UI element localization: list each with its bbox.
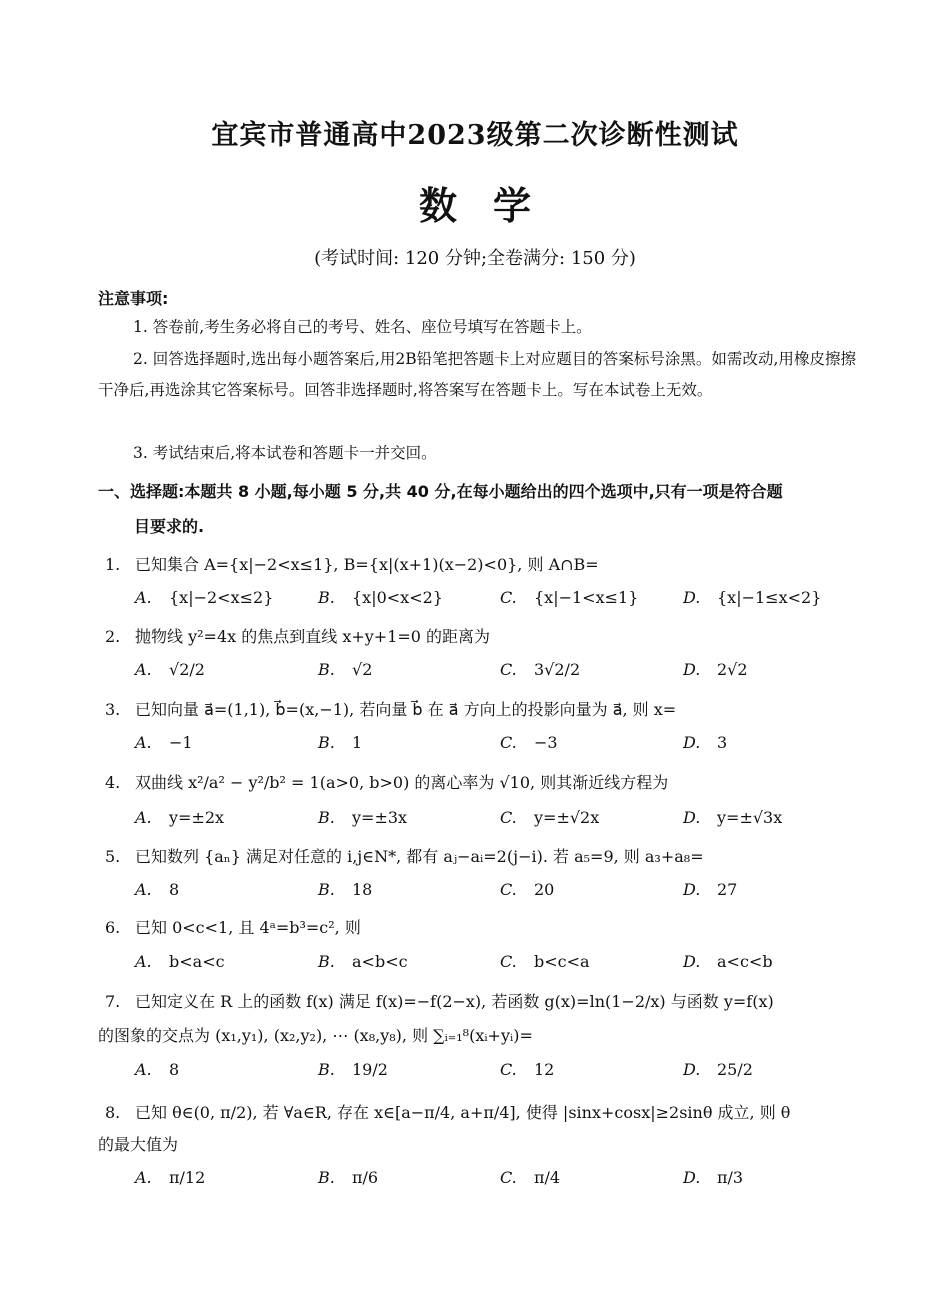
option-3-a[interactable]: A. −1 <box>135 733 193 752</box>
question-number: 6. <box>105 918 121 937</box>
option-7-c[interactable]: C. 12 <box>500 1060 555 1079</box>
question-number: 7. <box>105 992 121 1011</box>
question-stem: 已知 0<c<1, 且 4ᵃ=b³=c², 则 <box>135 918 361 937</box>
question-7 <box>105 989 865 1012</box>
question-stem: 已知数列 {aₙ} 满足对任意的 i,j∈N*, 都有 aⱼ−aᵢ=2(j−i). 若 a₅=9, 则 a₃+a₈= <box>135 847 704 866</box>
option-5-b[interactable]: B. 18 <box>318 880 373 899</box>
question-number: 4. <box>105 773 121 792</box>
option-4-d[interactable]: D. y=±√3x <box>683 808 783 827</box>
question-8 <box>105 1100 865 1123</box>
option-8-d[interactable]: D. π/3 <box>683 1168 744 1187</box>
option-3-d[interactable]: D. 3 <box>683 733 728 752</box>
option-7-a[interactable]: A. 8 <box>135 1060 180 1079</box>
option-5-c[interactable]: C. 20 <box>500 880 555 899</box>
subject-title: 数学 <box>418 183 567 228</box>
notice-heading: 注意事项: <box>98 289 169 308</box>
option-6-b[interactable]: B. a<b<c <box>318 952 408 971</box>
option-2-b[interactable]: B. √2 <box>318 660 373 679</box>
question-number: 8. <box>105 1103 121 1122</box>
option-8-b[interactable]: B. π/6 <box>318 1168 379 1187</box>
option-5-d[interactable]: D. 27 <box>683 880 738 899</box>
exam-info: (考试时间: 120 分钟;全卷满分: 150 分) <box>314 248 636 269</box>
question-number: 3. <box>105 700 121 719</box>
section-line-1: 一、选择题:本题共 8 小题,每小题 5 分,共 40 分,在每小题给出的四个选项中,只有一项是符合题 <box>98 482 783 501</box>
question-stem: 双曲线 x²/a² − y²/b² = 1(a>0, b>0) 的离心率为 √10, 则其渐近线方程为 <box>135 773 669 792</box>
option-1-a[interactable]: A. {x|−2<x≤2} <box>135 588 274 607</box>
question-2 <box>105 624 865 647</box>
option-7-b[interactable]: B. 19/2 <box>318 1060 388 1079</box>
option-7-d[interactable]: D. 25/2 <box>683 1060 753 1079</box>
question-5 <box>105 844 865 867</box>
question-stem: 已知定义在 R 上的函数 f(x) 满足 f(x)=−f(2−x), 若函数 g(x)=ln(1−2/x) 与函数 y=f(x) <box>135 992 774 1011</box>
question-4 <box>105 770 865 793</box>
option-3-c[interactable]: C. −3 <box>500 733 558 752</box>
option-2-a[interactable]: A. √2/2 <box>135 660 205 679</box>
option-4-a[interactable]: A. y=±2x <box>135 808 225 827</box>
question-7-cont: 的图象的交点为 (x₁,y₁), (x₂,y₂), ⋯ (x₈,y₈), 则 ∑ᵢ₌₁⁸(xᵢ+yᵢ)= <box>98 1026 533 1045</box>
option-5-a[interactable]: A. 8 <box>135 880 180 899</box>
question-stem: 已知向量 a⃗=(1,1), b⃗=(x,−1), 若向量 b⃗ 在 a⃗ 方向上的投影向量为 a⃗, 则 x= <box>135 700 677 719</box>
question-1 <box>105 552 865 575</box>
option-4-c[interactable]: C. y=±√2x <box>500 808 600 827</box>
option-6-a[interactable]: A. b<a<c <box>135 952 225 971</box>
question-stem: 抛物线 y²=4x 的焦点到直线 x+y+1=0 的距离为 <box>135 627 491 646</box>
option-6-d[interactable]: D. a<c<b <box>683 952 773 971</box>
option-2-c[interactable]: C. 3√2/2 <box>500 660 581 679</box>
option-1-c[interactable]: C. {x|−1<x≤1} <box>500 588 639 607</box>
question-stem: 已知集合 A={x|−2<x≤1}, B={x|(x+1)(x−2)<0}, 则 A∩B= <box>135 555 599 574</box>
option-4-b[interactable]: B. y=±3x <box>318 808 408 827</box>
option-3-b[interactable]: B. 1 <box>318 733 363 752</box>
section-heading <box>98 474 858 544</box>
notice-item-2: 2. 回答选择题时,选出每小题答案后,用2B铅笔把答题卡上对应题目的答案标号涂黑。如需改动,用橡皮擦擦干净后,再选涂其它答案标号。回答非选择题时,将答案写在答题卡上。写在本试卷上无效。 <box>98 350 856 399</box>
question-stem: 已知 θ∈(0, π/2), 若 ∀a∈R, 存在 x∈[a−π/4, a+π/4], 使得 |sinx+cosx|≥2sinθ 成立, 则 θ <box>135 1103 791 1122</box>
option-2-d[interactable]: D. 2√2 <box>683 660 748 679</box>
exam-title: 宜宾市普通高中2023级第二次诊断性测试 <box>211 120 739 151</box>
section-line-2: 目要求的. <box>134 517 205 536</box>
option-8-a[interactable]: A. π/12 <box>135 1168 206 1187</box>
notice-item-1: 1. 答卷前,考生务必将自己的考号、姓名、座位号填写在答题卡上。 <box>133 318 592 336</box>
option-1-b[interactable]: B. {x|0<x<2} <box>318 588 443 607</box>
question-number: 5. <box>105 847 121 866</box>
option-8-c[interactable]: C. π/4 <box>500 1168 561 1187</box>
question-8-cont: 的最大值为 <box>98 1135 179 1154</box>
question-number: 1. <box>105 555 121 574</box>
notice-item-3: 3. 考试结束后,将本试卷和答题卡一并交回。 <box>133 444 437 462</box>
question-number: 2. <box>105 627 121 646</box>
option-1-d[interactable]: D. {x|−1≤x<2} <box>683 588 822 607</box>
question-3 <box>105 697 865 720</box>
option-6-c[interactable]: C. b<c<a <box>500 952 590 971</box>
question-6 <box>105 915 865 938</box>
